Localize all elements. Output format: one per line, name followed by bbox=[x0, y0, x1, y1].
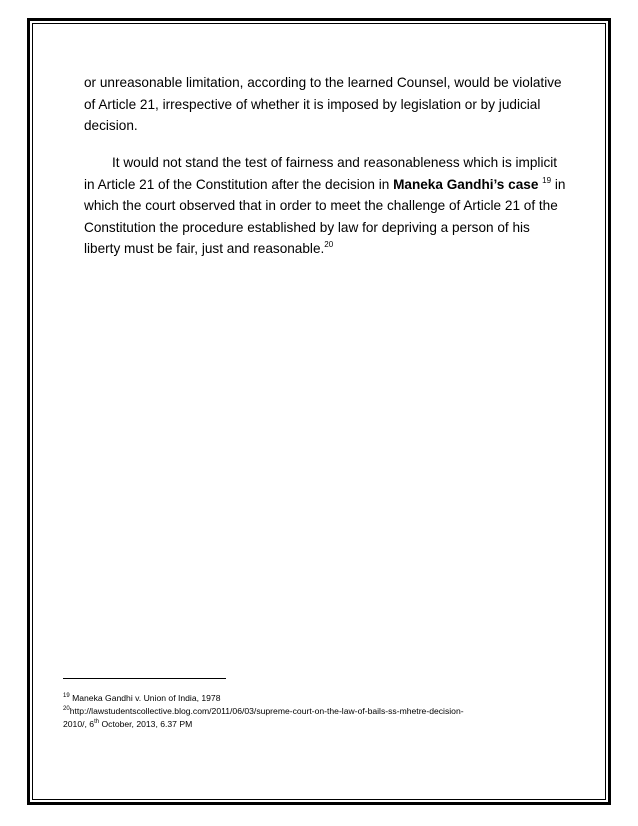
paragraph-1-line-2: of Article 21, irrespective of whether it is imposed by legislation or by judicial bbox=[84, 96, 541, 112]
page-border-inner bbox=[32, 23, 606, 800]
paragraph-2-line-2-end: in bbox=[551, 176, 566, 192]
footnotes bbox=[63, 692, 563, 731]
paragraph-2-line-4: Constitution the procedure established by law for depriving a person of his bbox=[84, 219, 530, 235]
paragraph-2-line-5-text: liberty must be fair, just and reasonable. bbox=[84, 241, 325, 256]
footnote-separator bbox=[63, 678, 226, 679]
paragraph-2-line-2-text: in Article 21 of the Constitution after the decision in bbox=[84, 176, 394, 192]
footnote-19 bbox=[63, 692, 563, 705]
footnote-20-url[interactable]: http://lawstudentscollective.blog.com/2011/06/03/supreme-court-on-the-law-of-bails-ss-mhetre-decision- bbox=[69, 706, 464, 716]
footnote-19-number: 19 bbox=[63, 693, 70, 699]
footnote-20 bbox=[63, 705, 563, 718]
paragraph-1-line-1: or unreasonable limitation, according to the learned Counsel, would be violative bbox=[84, 75, 562, 90]
footnote-19-text: Maneka Gandhi v. Union of India, 1978 bbox=[69, 693, 221, 703]
case-name-bold: Maneka Gandhi’s case bbox=[393, 176, 539, 192]
footnote-20-ordinal: th bbox=[94, 719, 100, 725]
paragraph-1 bbox=[84, 72, 568, 137]
footnote-ref-19[interactable]: 19 bbox=[542, 175, 552, 185]
footnote-20-date: October, 2013, 6.37 PM bbox=[99, 719, 193, 729]
footnote-20-number: 20 bbox=[63, 706, 70, 712]
footnote-ref-20[interactable]: 20 bbox=[324, 240, 334, 249]
paragraph-2-line-5 bbox=[84, 238, 568, 260]
footnote-20-continuation bbox=[63, 718, 563, 731]
paragraph-2-line-1: It would not stand the test of fairness and reasonableness which is implicit bbox=[112, 155, 558, 170]
footnote-20-url-end: 2010/, 6 bbox=[63, 719, 95, 729]
paragraph-2-line-2 bbox=[84, 174, 568, 196]
paragraph-2-line-3: which the court observed that in order to meet the challenge of Article 21 of the bbox=[84, 198, 558, 213]
paragraph-1-line-3: decision. bbox=[84, 118, 138, 133]
paragraph-2 bbox=[84, 152, 568, 260]
